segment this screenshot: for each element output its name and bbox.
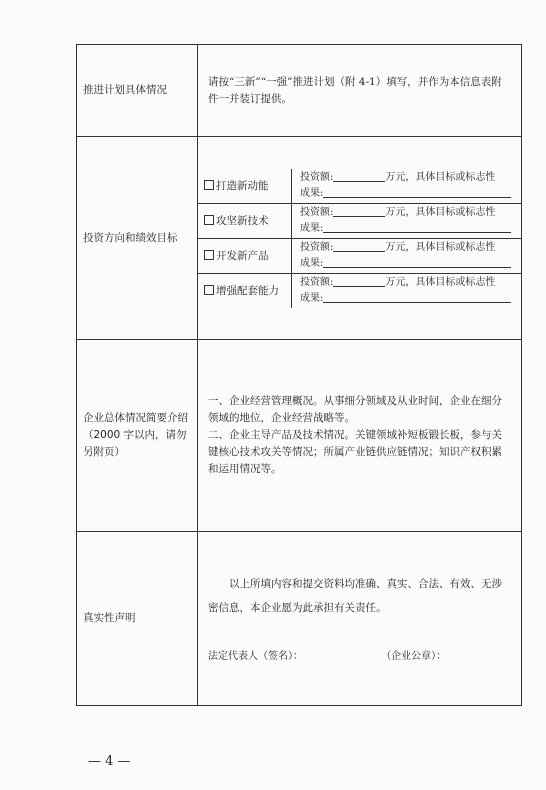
investment-item-fields — [292, 203, 522, 238]
result-prefix: 成果: — [300, 222, 324, 234]
investment-cell — [198, 137, 522, 340]
investment-item-fields — [292, 169, 522, 204]
investment-item-row — [198, 203, 521, 238]
company-seal[interactable]: （企业公章）： — [381, 651, 447, 662]
result-prefix: 成果: — [300, 292, 324, 304]
plan-label: 推进计划具体情况 — [77, 45, 198, 137]
investment-item-name: 攻坚新技术 — [216, 215, 269, 227]
result-blank[interactable] — [323, 257, 511, 268]
investment-item-name: 打造新动能 — [216, 180, 269, 192]
result-blank[interactable] — [323, 222, 511, 233]
signature-line — [208, 648, 511, 665]
investment-label: 投资方向和绩效目标 — [77, 137, 198, 340]
amount-prefix: 投资额: — [300, 241, 334, 253]
overview-row — [77, 340, 522, 532]
page-number: — 4 — — [88, 754, 131, 769]
investment-item-row — [198, 238, 521, 273]
amount-blank[interactable] — [333, 276, 385, 287]
result-blank[interactable] — [323, 187, 511, 198]
amount-prefix: 投资额: — [300, 206, 334, 218]
info-table — [76, 44, 522, 706]
amount-blank[interactable] — [333, 171, 385, 182]
checkbox-icon[interactable] — [204, 285, 214, 295]
investment-item-fields — [292, 273, 522, 308]
amount-prefix: 投资额: — [300, 276, 334, 288]
investment-item-name: 增强配套能力 — [216, 285, 279, 297]
investment-row — [77, 137, 522, 340]
plan-text: 请按“三新”“一强”推进计划（附 4-1）填写，并作为本信息表附件一并装订提供。 — [198, 45, 522, 137]
amount-blank[interactable] — [333, 241, 385, 252]
result-prefix: 成果: — [300, 257, 324, 269]
amount-suffix: 万元，具体目标或标志性 — [385, 241, 496, 253]
result-prefix: 成果: — [300, 187, 324, 199]
result-blank[interactable] — [323, 292, 511, 303]
declaration-text: 以上所填内容和提交资料均准确、真实、合法、有效、无涉密信息，本企业愿为此承担有关责任。 — [208, 578, 502, 614]
legal-rep-signature[interactable]: 法定代表人（签名）： — [208, 651, 303, 662]
investment-item-name: 开发新产品 — [216, 250, 269, 262]
amount-suffix: 万元，具体目标或标志性 — [385, 171, 496, 183]
investment-item-label — [198, 169, 292, 204]
overview-paragraph-2: 二、企业主导产品及技术情况。关键领域补短板锻长板，参与关键核心技术攻关等情况；所属产业链供应链情况；知识产权积累和运用情况等。 — [208, 429, 502, 475]
declaration-content — [198, 532, 522, 706]
amount-suffix: 万元，具体目标或标志性 — [385, 276, 496, 288]
investment-item-label — [198, 273, 292, 308]
checkbox-icon[interactable] — [204, 215, 214, 225]
checkbox-icon[interactable] — [204, 250, 214, 260]
investment-item-fields — [292, 238, 522, 273]
investment-item-row — [198, 273, 521, 308]
plan-row — [77, 45, 522, 137]
overview-paragraph-1: 一、企业经营管理概况。从事细分领域及从业时间，企业在细分领域的地位，企业经营战略等。 — [208, 395, 502, 424]
checkbox-icon[interactable] — [204, 180, 214, 190]
amount-prefix: 投资额: — [300, 171, 334, 183]
investment-item-row — [198, 169, 521, 204]
amount-suffix: 万元，具体目标或标志性 — [385, 206, 496, 218]
amount-blank[interactable] — [333, 206, 385, 217]
investment-item-label — [198, 203, 292, 238]
investment-items-table — [198, 169, 521, 308]
declaration-row — [77, 532, 522, 706]
declaration-label: 真实性声明 — [77, 532, 198, 706]
overview-label: 企业总体情况简要介绍（2000 字以内，请勿另附页） — [77, 340, 198, 532]
investment-item-label — [198, 238, 292, 273]
overview-content — [198, 340, 522, 532]
